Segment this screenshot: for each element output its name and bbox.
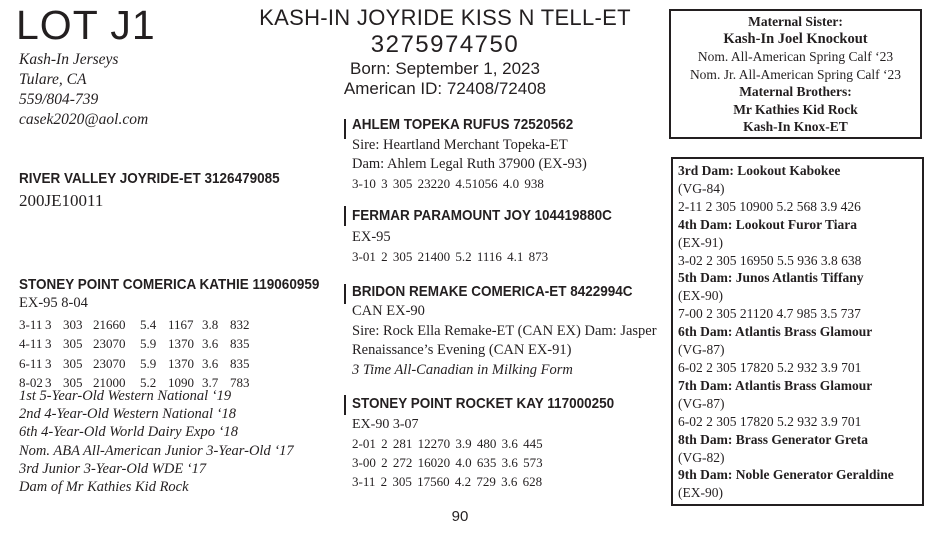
dam-record-cell: 3.6 (202, 336, 219, 352)
dam-record-cell: 783 (230, 374, 250, 390)
dam-record-cell: 6-11 (19, 355, 43, 371)
animal-american-id: American ID: 72408/72408 (343, 79, 547, 98)
ancestral-dam-name: 5th Dam: Junos Atlantis Tiffany (678, 270, 864, 286)
dam-record-cell: 5.2 (140, 374, 157, 390)
dam-record-cell: 1090 (168, 374, 194, 390)
consignor-info (19, 50, 148, 130)
ancestral-dam-record: 2-11 2 305 10900 5.2 568 3.9 426 (678, 198, 861, 214)
dam-honor: 6th 4-Year-Old World Dairy Expo ‘18 (19, 424, 238, 441)
joy-name: FERMAR PARAMOUNT JOY 104419880C (352, 207, 612, 224)
bridon-name: BRIDON REMAKE COMERICA-ET 8422994C (352, 283, 633, 300)
dam-record-cell: 3 (45, 336, 52, 352)
dam-record-cell: 832 (230, 317, 250, 332)
animal-birthdate: Born: September 1, 2023 (350, 59, 540, 78)
maternal-relatives-box (669, 9, 922, 139)
dam-records-table (19, 315, 260, 392)
ancestral-dam-classification: (EX-90) (678, 485, 723, 501)
dam-record-cell: 3 (45, 374, 52, 390)
animal-header (230, 5, 660, 99)
dam-name: STONEY POINT COMERICA KATHIE 119060959 (19, 276, 320, 293)
rufus-sire: Sire: Heartland Merchant Topeka-ET (352, 137, 568, 153)
consignor-name: Kash-In Jerseys (19, 51, 119, 68)
consignor-phone: 559/804-739 (19, 91, 99, 108)
dam-record-cell: 305 (63, 336, 83, 352)
dam-honor: 2nd 4-Year-Old Western National ‘18 (19, 406, 236, 423)
dam-record-cell: 1370 (168, 355, 194, 371)
maternal-sister-honor: Nom. All-American Spring Calf ‘23 (697, 49, 894, 64)
dam-classification: EX-95 8-04 (19, 295, 88, 311)
dam-record-cell: 3-11 (19, 317, 43, 332)
dam-record-cell: 23070 (93, 355, 126, 371)
consignor-city: Tulare, CA (19, 71, 87, 88)
maternal-sister-honor: Nom. Jr. All-American Spring Calf ‘23 (689, 66, 902, 82)
page-number: 90 (451, 508, 469, 525)
dam-record-cell: 3.6 (202, 355, 219, 371)
joy-details (352, 228, 548, 266)
kay-record: 3-00 2 272 16020 4.0 635 3.6 573 (352, 455, 543, 470)
dam-record-cell: 5.4 (140, 317, 157, 332)
dam-record-cell: 23070 (93, 336, 126, 352)
kay-name: STONEY POINT ROCKET KAY 117000250 (352, 395, 615, 412)
maternal-brothers-heading: Maternal Brothers: (739, 84, 852, 99)
consignor-email: casek2020@aol.com (19, 111, 149, 128)
bridon-pedigree-line1: Sire: Rock Ella Remake-ET (CAN EX) Dam: Jasper (352, 322, 657, 339)
vertical-rule-joy (344, 206, 346, 226)
vertical-rule-rufus (344, 119, 346, 139)
ancestral-dam-name: 7th Dam: Atlantis Brass Glamour (678, 377, 873, 393)
rufus-details (352, 136, 587, 193)
dam-honor: Nom. ABA All-American Junior 3-Year-Old ‘17 (19, 442, 294, 459)
dam-honor: Dam of Mr Kathies Kid Rock (19, 479, 189, 496)
dam-record-row (19, 334, 260, 353)
rufus-dam: Dam: Ahlem Legal Ruth 37900 (EX-93) (352, 156, 587, 172)
dam-record-cell: 3 (45, 317, 52, 332)
bridon-classification: CAN EX-90 (352, 303, 425, 319)
sire-name: RIVER VALLEY JOYRIDE-ET 3126479085 (19, 170, 280, 187)
dam-record-cell: 5.9 (140, 336, 157, 352)
bridon-pedigree-line2: Renaissance’s Evening (CAN EX-91) (352, 342, 572, 359)
dam-record-cell: 3 (45, 355, 52, 371)
dam-honor: 3rd Junior 3-Year-Old WDE ‘17 (19, 460, 207, 477)
joy-record: 3-01 2 305 21400 5.2 1116 4.1 873 (352, 249, 549, 264)
kay-record: 3-11 2 305 17560 4.2 729 3.6 628 (352, 474, 543, 489)
maternal-sister-name: Kash-In Joel Knockout (723, 30, 868, 47)
sire-code: 200JE10011 (19, 191, 104, 210)
dam-record-cell: 1370 (168, 336, 194, 352)
dam-record-cell: 21000 (93, 374, 126, 390)
dam-record-row (19, 315, 260, 334)
ancestral-dam-classification: (EX-91) (678, 234, 723, 250)
kay-details (352, 415, 543, 491)
dam-honor: 1st 5-Year-Old Western National ‘19 (19, 388, 232, 404)
dam-record-cell: 1167 (168, 317, 194, 332)
dam-record-cell: 835 (230, 336, 250, 352)
dam-record-cell: 3.7 (202, 374, 219, 390)
bridon-honor: 3 Time All-Canadian in Milking Form (352, 362, 573, 379)
joy-classification: EX-95 (352, 229, 391, 245)
vertical-rule-kay (344, 395, 346, 415)
ancestral-dam-classification: (VG-87) (678, 395, 725, 411)
ancestral-dam-classification: (VG-87) (678, 342, 725, 358)
animal-registration: 3275974750 (370, 31, 520, 58)
ancestral-dam-record: 6-02 2 305 17820 5.2 932 3.9 701 (678, 359, 862, 375)
dam-record-cell: 4-11 (19, 336, 43, 352)
ancestral-dam-classification: (VG-82) (678, 449, 725, 465)
dam-record-cell: 305 (63, 355, 83, 371)
ancestral-dam-name: 6th Dam: Atlantis Brass Glamour (678, 324, 873, 340)
ancestral-dams-box (671, 157, 924, 506)
dam-record-cell: 303 (63, 317, 83, 332)
ancestral-dam-name: 9th Dam: Noble Generator Geraldine (678, 467, 894, 483)
maternal-brother-name: Kash-In Knox-ET (743, 119, 848, 134)
ancestral-dam-name: 3rd Dam: Lookout Kabokee (678, 163, 841, 178)
kay-record: 2-01 2 281 12270 3.9 480 3.6 445 (352, 436, 543, 451)
dam-record-cell: 21660 (93, 317, 126, 332)
lot-number: LOT J1 (16, 2, 156, 48)
ancestral-dam-classification: (EX-90) (678, 288, 723, 304)
rufus-record: 3-10 3 305 23220 4.51056 4.0 938 (352, 176, 544, 191)
ancestral-dam-record: 3-02 2 305 16950 5.5 936 3.8 638 (678, 252, 862, 268)
dam-record-cell: 3.8 (202, 317, 219, 332)
ancestral-dam-name: 4th Dam: Lookout Furor Tiara (678, 216, 858, 232)
dam-record-row (19, 354, 260, 373)
maternal-sister-heading: Maternal Sister: (748, 14, 843, 29)
ancestral-dam-record: 6-02 2 305 17820 5.2 932 3.9 701 (678, 413, 862, 429)
kay-classification: EX-90 3-07 (352, 417, 419, 432)
dam-record-cell: 8-02 (19, 374, 43, 390)
ancestral-dam-record: 7-00 2 305 21120 4.7 985 3.5 737 (678, 306, 861, 322)
animal-name: KASH-IN JOYRIDE KISS N TELL-ET (259, 5, 631, 30)
ancestral-dam-name: 8th Dam: Brass Generator Greta (678, 431, 868, 447)
dam-record-cell: 305 (63, 374, 83, 390)
ancestral-dam-classification: (VG-84) (678, 180, 725, 196)
dam-record-cell: 5.9 (140, 355, 157, 371)
dam-honors-list (19, 387, 294, 496)
vertical-rule-bridon (344, 284, 346, 304)
bridon-details (352, 302, 657, 381)
dam-record-cell: 835 (230, 355, 250, 371)
rufus-name: AHLEM TOPEKA RUFUS 72520562 (352, 116, 574, 133)
maternal-brother-name: Mr Kathies Kid Rock (733, 101, 858, 117)
